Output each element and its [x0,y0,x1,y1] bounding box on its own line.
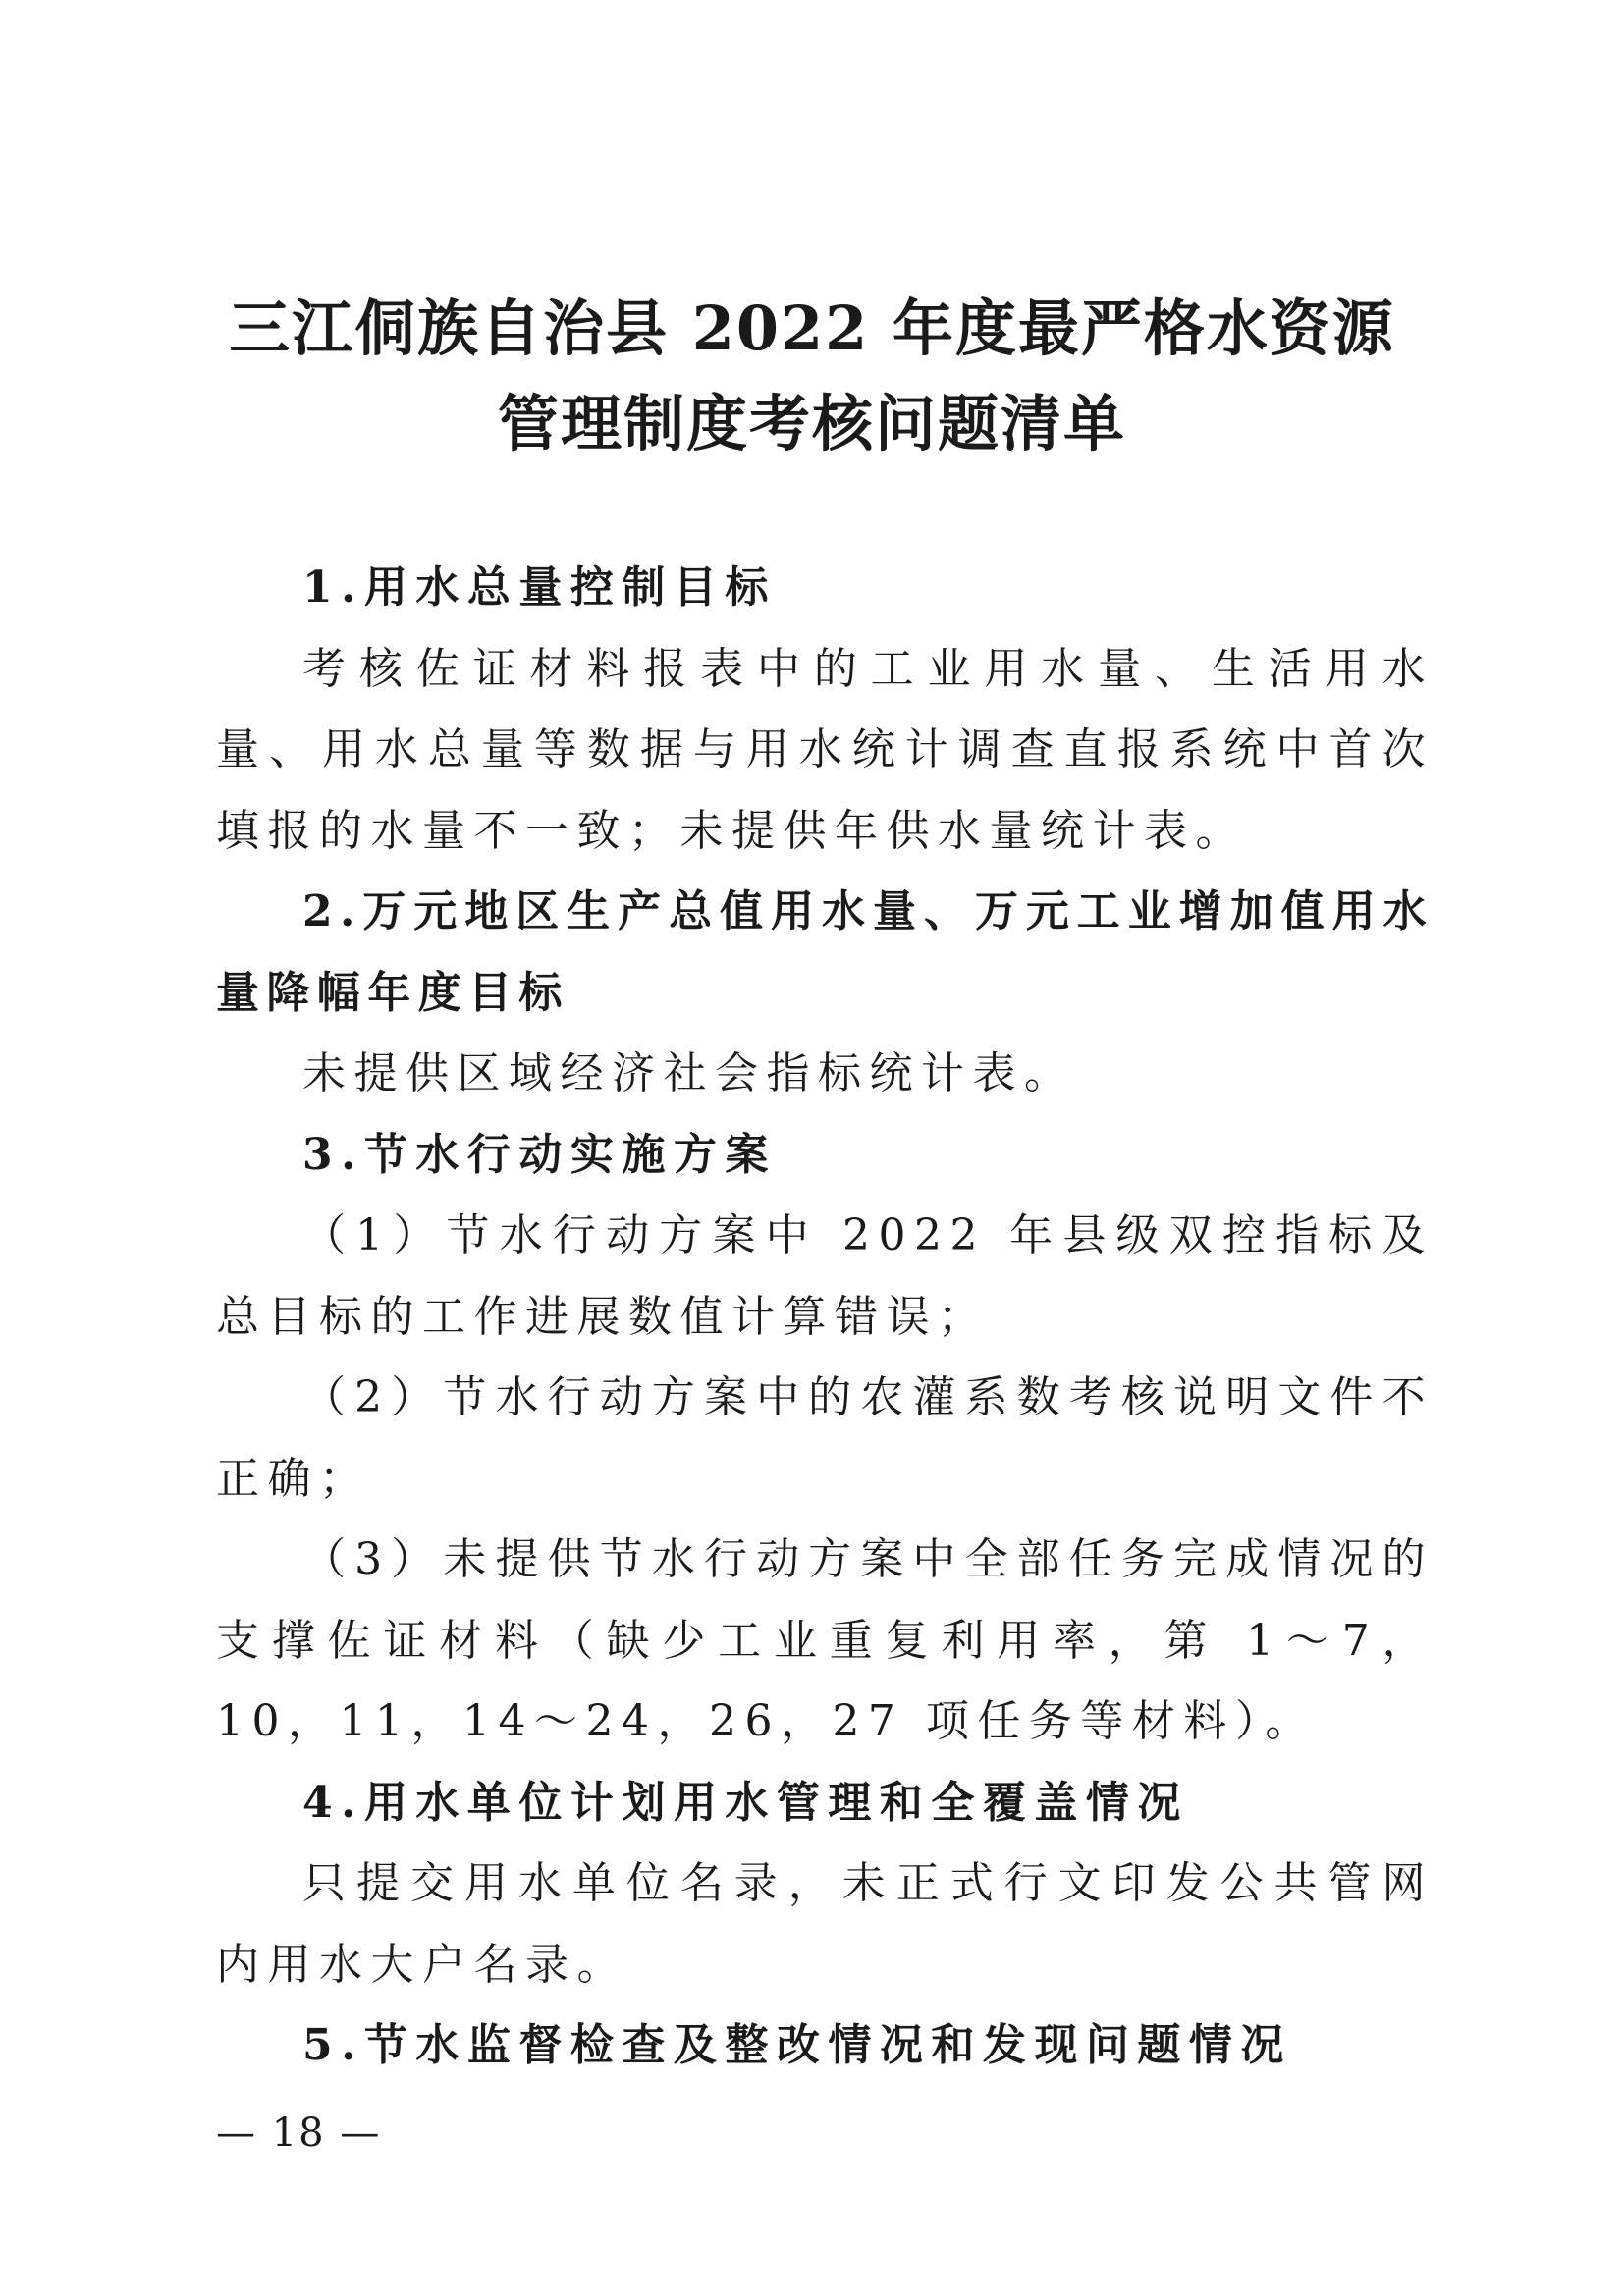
section-paragraph: 考核佐证材料报表中的工业用水量、生活用水量、用水总量等数据与用水统计调查直报系统中首次填报的水量不一致；未提供年供水量统计表。 [216,643,1434,856]
section-heading: 5.节水监督检查及整改情况和发现问题情况 [302,2020,1292,2070]
section-heading: 4.用水单位计划用水管理和全覆盖情况 [302,1777,1189,1828]
section-heading: 3.节水行动实施方案 [302,1129,777,1180]
section-5 [216,2005,1434,2087]
section-3 [216,1115,1434,1763]
document-title-line-2: 管理制度考核问题清单 [497,388,1126,459]
document-title-line-1: 三江侗族自治县 2022 年度最严格水资源 [229,293,1395,364]
section-paragraph: （1）节水行动方案中 2022 年县级双控指标及总目标的工作进展数值计算错误； [216,1210,1434,1342]
section-2 [216,872,1434,1115]
section-heading: 2.万元地区生产总值用水量、万元工业增加值用水量降幅年度目标 [216,886,1434,1018]
section-paragraph: （2）节水行动方案中的农灌系数考核说明文件不正确； [216,1372,1434,1504]
section-4 [216,1763,1434,2006]
section-paragraph: 未提供区域经济社会指标统计表。 [302,1048,1076,1098]
document-body [216,548,1434,2087]
page-number: — 18 — [216,2110,382,2156]
section-paragraph: （3）未提供节水行动方案中全部任务完成情况的支撑佐证材料（缺少工业重复利用率，第 1～7，10，11，14～24，26，27 项任务等材料）。 [216,1534,1434,1746]
section-heading: 1.用水总量控制目标 [302,562,777,613]
section-1 [216,548,1434,872]
section-paragraph: 只提交用水单位名录，未正式行文印发公共管网内用水大户名录。 [216,1858,1434,1990]
